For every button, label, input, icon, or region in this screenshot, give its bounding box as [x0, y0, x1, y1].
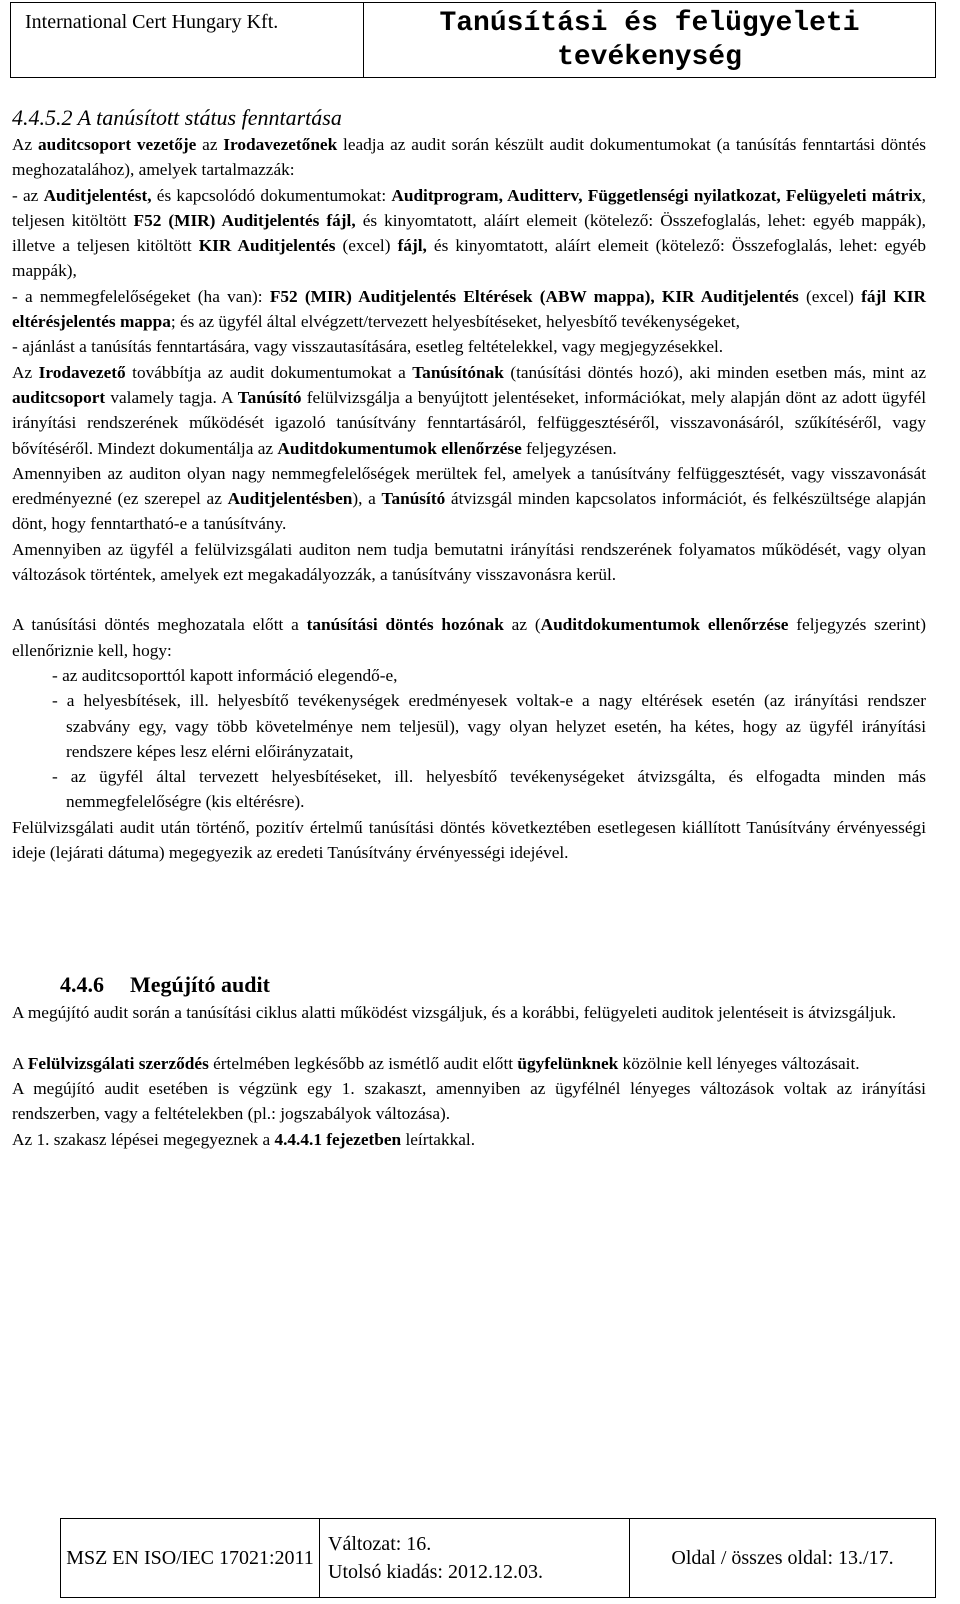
paragraph: Felülvizsgálati audit után történő, pozitív értelmű tanúsítási döntés következtében esetlegesen kiállított Tanúsítvány érvényességi ideje (lejárati dátuma) megegyezik az eredeti Tanúsítvány érvényességi idejével. — [12, 817, 926, 863]
list-item: - az Auditjelentést, és kapcsolódó dokumentumokat: Auditprogram, Auditterv, Függetlenségi nyilatkozat, Felügyeleti mátrix, teljesen kitöltött F52 (MIR) Auditjelentés fájl, és kinyomtatott, aláírt elemeit (kötelező: Összefoglalás, lehet: egyéb mappák), illetve a teljesen kitöltött KIR Auditjelentés (excel) fájl, és kinyomtatott, aláírt elemeit (kötelező: Összefoglalás, lehet: egyéb mappák), — [12, 185, 927, 281]
paragraph: A megújító audit esetében is végzünk egy 1. szakaszt, amennyiben az ügyfélnél lényeges változások voltak az irányítási rendszerben, vagy a feltételekben (pl.: jogszabályok változása). — [12, 1078, 926, 1124]
paragraph: A tanúsítási döntés meghozatala előtt a tanúsítási döntés hozónak az (Auditdokumentumok ellenőrzése feljegyzés szerint) ellenőriznie kell, hogy: — [12, 615, 926, 660]
list-item: - ajánlást a tanúsítás fenntartására, vagy visszautasítására, esetleg feltételekkel, vagy megjegyzésekkel. — [12, 337, 724, 357]
paragraph: Amennyiben az ügyfél a felülvizsgálati auditon nem tudja bemutatni irányítási rendszerének folyamatos működését, vagy olyan változások történtek, amelyek ezt megakadályozzák, a tanúsítvány visszavonásra kerül. — [12, 539, 926, 585]
page-footer — [60, 1518, 936, 1598]
paragraph: A megújító audit során a tanúsítási ciklus alatti működést vizsgáljuk, és a korábbi, felügyeleti auditok jelentéseit is átvizsgáljuk. — [12, 1003, 897, 1023]
last-issue-label: Utolsó kiadás: 2012.12.03. — [328, 1561, 543, 1583]
document-title: Tanúsítási és felügyeleti tevékenység — [364, 3, 936, 78]
page-number: Oldal / összes oldal: 13./17. — [630, 1519, 936, 1598]
section-title: Megújító audit — [130, 972, 270, 998]
paragraph: Az 1. szakasz lépései megegyeznek a 4.4.4.1 fejezetben leírtakkal. — [12, 1129, 476, 1149]
list-item: - a nemmegfelelőségeket (ha van): F52 (MIR) Auditjelentés Eltérések (ABW mappa), KIR Auditjelentés (excel) fájl KIR eltérésjelentés mappa; és az ügyfél által elvégzett/tervezett helyesbítéseket, helyesbítő tevékenységeket, — [12, 286, 927, 332]
standard-reference: MSZ EN ISO/IEC 17021:2011 — [61, 1519, 320, 1598]
list-item: - a helyesbítések, ill. helyesbítő tevékenységek eredményesek voltak-e a nagy eltérések esetén (az irányítási rendszer szabvány egy, vagy több követelménye nem teljesül), vagy olyan helyzet esetén, ha kétes, hogy az ügyfél irányítási rendszere képes lesz elérni előirányzatait, — [52, 691, 926, 761]
list-item: - az auditcsoporttól kapott információ elegendő-e, — [52, 665, 398, 685]
paragraph: A Felülvizsgálati szerződés értelmében legkésőbb az ismétlő audit előtt ügyfelünknek közölnie kell lényeges változásait. — [12, 1053, 860, 1073]
paragraph: Az Irodavezető továbbítja az audit dokumentumokat a Tanúsítónak (tanúsítási döntés hozó), aki minden esetben más, mint az auditcsoport valamely tagja. A Tanúsító felülvizsgálja a benyújtott jelentéseket, információkat, mely alapján dönt az adott ügyfél irányítási rendszerének működését igazoló tanúsítvány fenntartásáról, felfüggesztéséről, visszavonásáról, szűkítéséről, vagy bővítéséről. Mindezt dokumentálja az Auditdokumentumok ellenőrzése feljegyzésen. — [12, 362, 927, 458]
paragraph: Amennyiben az auditon olyan nagy nemmegfelelőségek merültek fel, amelyek a tanúsítvány felfüggesztését, vagy visszavonását eredményezné (ez szerepel az Auditjelentésben), a Tanúsító átvizsgál minden kapcsolatos információt, és felkészültsége alapján dönt, hogy fenntartható-e a tanúsítvány. — [12, 463, 927, 534]
document-body — [12, 104, 926, 1152]
page-header — [10, 2, 936, 78]
section-number: 4.4.6 — [60, 972, 104, 998]
organization-name: International Cert Hungary Kft. — [11, 3, 364, 78]
list-item: - az ügyfél által tervezett helyesbítéseket, ill. helyesbítő tevékenységeket átvizsgálta, és elfogadta minden más nemmegfelelőségre (kis eltérésre). — [52, 767, 926, 812]
section-heading-4-4-6 — [60, 970, 926, 1000]
version-info — [320, 1519, 630, 1598]
section-heading-4-4-5-2: 4.4.5.2 A tanúsított státus fenntartása — [12, 105, 342, 130]
paragraph: Az auditcsoport vezetője az Irodavezetőnek leadja az audit során készült audit dokumentumokat (a tanúsítás fenntartási döntés meghozatalához), amelyek tartalmazzák: — [12, 135, 926, 180]
version-label: Változat: 16. — [328, 1533, 432, 1555]
